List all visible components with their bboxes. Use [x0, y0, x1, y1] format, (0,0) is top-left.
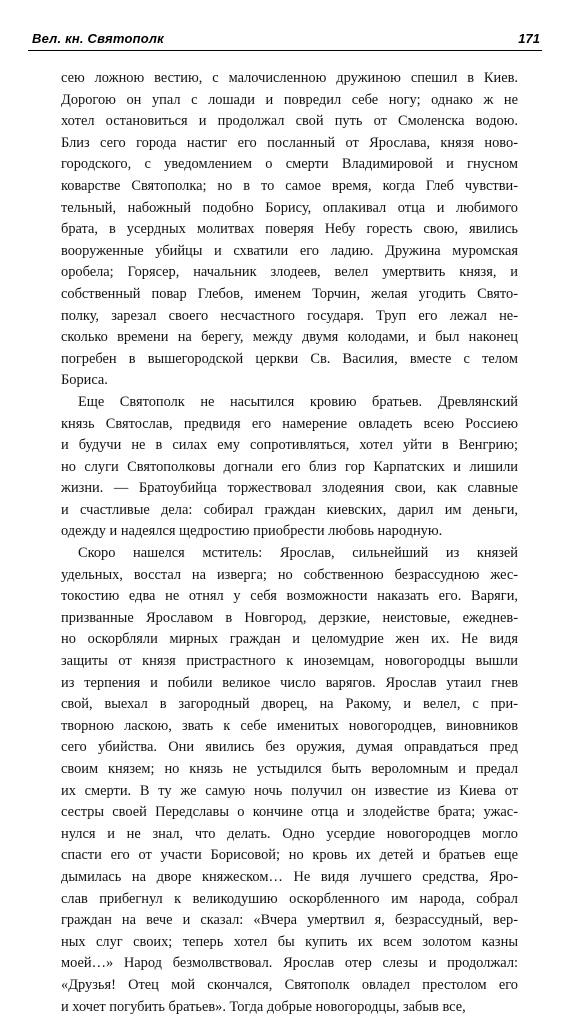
text-line: их смерти. В ту же самую ночь получил он известие из Киева от [61, 782, 518, 799]
text-line: своим князем; но князь не устыдился быть вероломным и предал [61, 761, 518, 777]
text-line: городского, с уведомлением о смерти Владимировой и гнусном [61, 156, 518, 173]
text-line: удельных, восстал на изверга; но собственною безрассудною жес- [61, 566, 518, 583]
running-header [28, 30, 542, 51]
paragraph [61, 543, 518, 1018]
text-line: «Друзья! Отец мой скончался, Святополк овладел престолом его [61, 976, 518, 993]
text-line: токостию едва не отнял у себя возможности наказать его. Варяги, [61, 588, 518, 605]
text-line: Дорогою он упал с лошади и повредил себе ногу; однако ж не [61, 91, 518, 108]
text-line: сколько времени на берегу, между двумя колодами, и был наконец [61, 329, 518, 346]
text-line: коварстве Святополка; но в то самое время, когда Глеб чувстви- [61, 177, 518, 194]
text-line: и будучи не в силах ему сопротивляться, хотел уйти в Венгрию; [61, 437, 518, 454]
text-line: Еще Святополк не насытился кровию братьев. Древлянский [78, 393, 518, 410]
text-line: сестры своей Передславы о кончине отца и злодействе брата; ужас- [61, 804, 518, 821]
text-line: призванные Ярославом в Новгород, дерзкие, неистовые, ежеднев- [61, 609, 518, 626]
text-line: но оскорбляли мирных граждан и целомудрие жен их. Не видя [61, 631, 518, 648]
text-line: тельный, набожный подобно Борису, оплакивал отца и любимого [61, 199, 518, 216]
text-line: слав прибегнул к великодушию оскорбленного им народа, собрал [61, 890, 518, 907]
text-line: жизни. — Братоубийца торжествовал злодеяния свои, как славные [61, 480, 518, 497]
page-number: 171 [518, 31, 540, 46]
text-line: ных слуг своих; теперь хотел бы купить их всем золотом казны [61, 933, 518, 950]
text-line: погребен в вышегородской церкви Св. Василия, вместе с телом [61, 350, 518, 367]
text-line: но слуги Святополковы догнали его близ гор Карпатских и лишили [61, 458, 518, 475]
text-line: защиты от князя пристрастного к иноземцам, новогородцы вышли [61, 653, 518, 670]
text-line: граждан на вече и сказал: «Вчера умертвил я, безрассудный, вер- [61, 912, 518, 929]
text-line: из терпения и побили великое число варягов. Ярослав утаил гнев [61, 674, 518, 691]
paragraph [61, 68, 518, 392]
text-line: Скоро нашелся мститель: Ярослав, сильнейший из князей [78, 545, 518, 562]
text-line: и счастливые дела: собирал граждан киевских, дарил им деньги, [61, 501, 518, 518]
page-body-text [61, 68, 518, 1018]
text-line: Бориса. [61, 372, 108, 389]
text-line: спасти его от участи Борисовой; но кровь их детей и братьев еще [61, 847, 518, 864]
text-line: вооруженные убийцы и схватили его ладию. Дружина муромская [61, 242, 518, 259]
text-line: Близ сего города настиг его посланный от Ярослава, князя ново- [61, 134, 518, 151]
text-line: дымилась на дворе княжеском… Не видя лучшего средства, Яро- [61, 868, 518, 885]
running-header-section-title: Вел. кн. Святополк [32, 31, 164, 46]
text-line: оробела; Горясер, начальник злодеев, велел умертвить князя, и [61, 264, 518, 281]
text-line: и хочет погубить братьев». Тогда добрые новогородцы, забыв все, [61, 998, 466, 1015]
text-line: нулся и не знал, что делать. Одно усердие новогородцев могло [61, 825, 518, 842]
text-line: сею ложною вестию, с малочисленною дружиною спешил в Киев. [61, 70, 518, 86]
text-line: брата, в усердных молитвах поверяя Небу горесть свою, явились [61, 221, 518, 238]
paragraph [61, 392, 518, 543]
text-line: хотел остановиться и продолжал свой путь от Смоленска водою. [61, 113, 518, 130]
text-line: полку, зарезал своего несчастного государя. Труп его лежал не- [61, 307, 518, 324]
text-line: одежду и надеялся щедростию приобрести любовь народную. [61, 523, 443, 540]
text-line: князь Святослав, предвидя его намерение овладеть всею Россиею [61, 415, 518, 432]
text-line: творною ласкою, звать к себе именитых новогородцев, виновников [61, 717, 518, 734]
text-line: свой, выехал в загородный дворец, на Ракому, и велел, с при- [61, 696, 518, 713]
text-line: моей…» Народ безмолвствовал. Ярослав отер слезы и продолжал: [61, 955, 518, 972]
text-line: собственный повар Глебов, именем Торчин, желая угодить Свято- [61, 285, 518, 302]
text-line: сего убийства. Они явились без оружия, думая оправдаться пред [61, 739, 518, 756]
